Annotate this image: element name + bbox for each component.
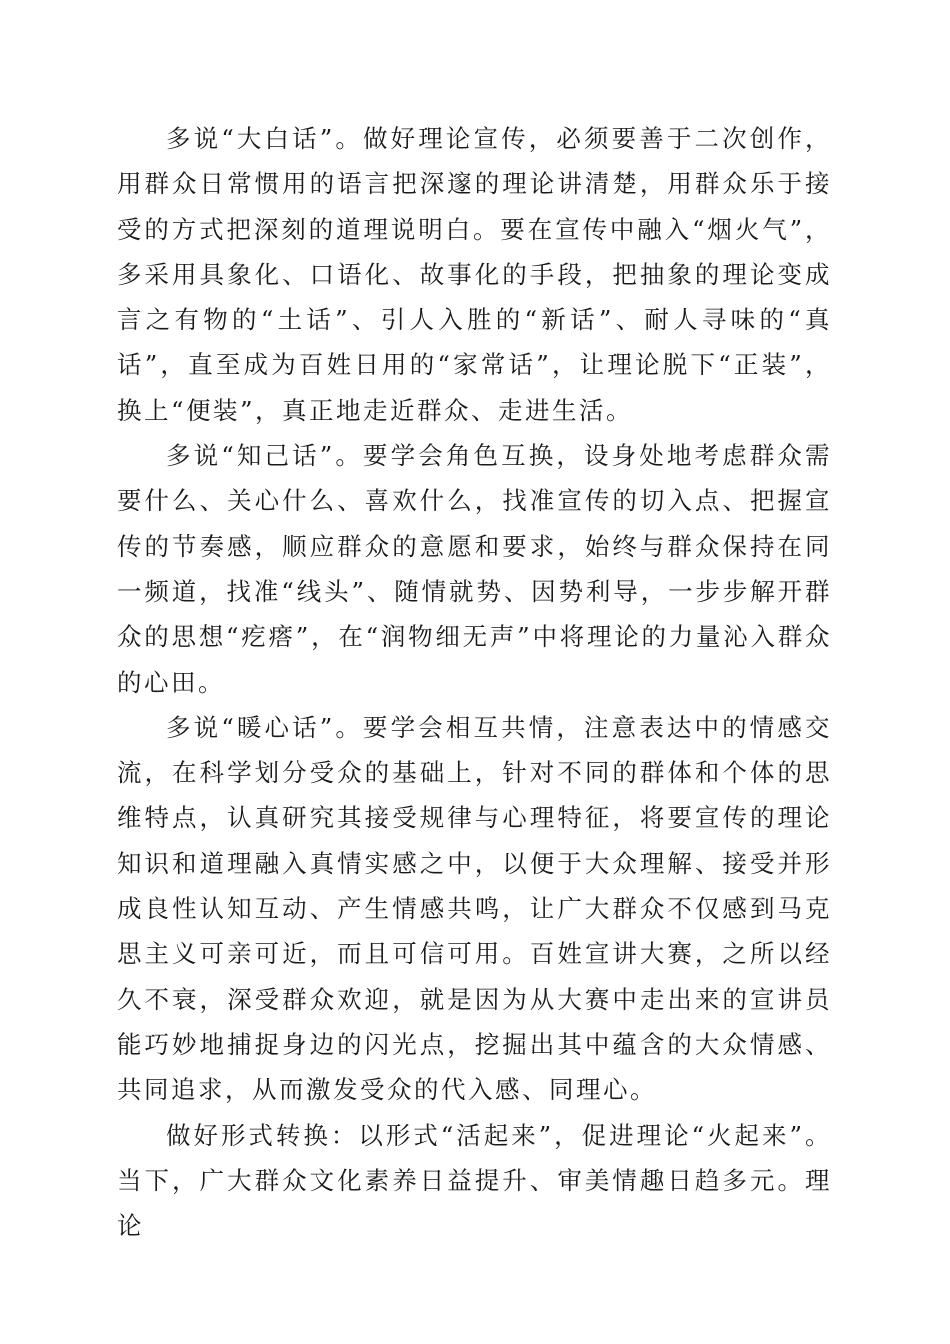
paragraph-form-transformation: 做好形式转换：以形式“活起来”，促进理论“火起来”。当下，广大群众文化素养日益提升、审美情趣日趋多元。理论: [117, 1120, 832, 1241]
paragraph-intimate-talk: 多说“知己话”。要学会角色互换，设身处地考虑群众需要什么、关心什么、喜欢什么，找准宣传的切入点、把握宣传的节奏感，顺应群众的意愿和要求，始终与群众保持在同一频道，找准“线头”、随情就势、因势利导，一步步解开群众的思想“疙瘩”，在“润物细无声”中将理论的力量沁入群众的心田。: [117, 441, 832, 697]
paragraph-warm-talk: 多说“暖心话”。要学会相互共情，注意表达中的情感交流，在科学划分受众的基础上，针对不同的群体和个体的思维特点，认真研究其接受规律与心理特征，将要宣传的理论知识和道理融入真情实感之中，以便于大众理解、接受并形成良性认知互动、产生情感共鸣，让广大群众不仅感到马克思主义可亲可近，而且可信可用。百姓宣讲大赛，之所以经久不衰，深受群众欢迎，就是因为从大赛中走出来的宣讲员能巧妙地捕捉身边的闪光点，挖掘出其中蕴含的大众情感、共同追求，从而激发受众的代入感、同理心。: [117, 712, 832, 1105]
body-text: [117, 116, 832, 1248]
paragraph-plain-talk: 多说“大白话”。做好理论宣传，必须要善于二次创作，用群众日常惯用的语言把深邃的理论讲清楚，用群众乐于接受的方式把深刻的道理说明白。要在宣传中融入“烟火气”，多采用具象化、口语化、故事化的手段，把抽象的理论变成言之有物的“土话”、引人入胜的“新话”、耐人寻味的“真话”，直至成为百姓日用的“家常话”，让理论脱下“正装”，换上“便装”，真正地走近群众、走进生活。: [117, 124, 832, 425]
